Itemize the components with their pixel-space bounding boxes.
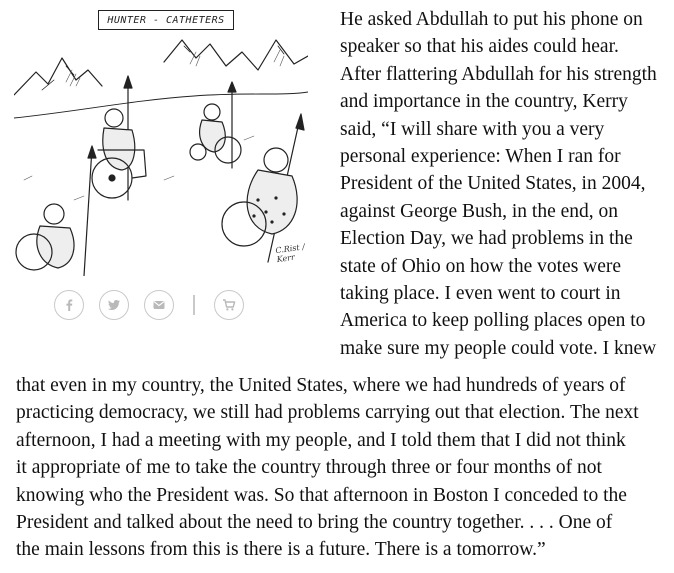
- text-line: Election Day, we had problems in the: [340, 228, 633, 250]
- share-divider: [193, 295, 195, 315]
- twitter-icon: [107, 298, 121, 312]
- text-line: He asked Abdullah to put his phone on: [340, 9, 643, 30]
- text-line: the main lessons from this is there is a future. There is a tomorrow.”: [16, 539, 546, 561]
- text-line: speaker so that his aides could hear.: [340, 36, 619, 58]
- text-line: President of the United States, in 2004,: [340, 173, 646, 195]
- buy-cartoon-button[interactable]: [214, 290, 244, 320]
- text-line: taking place. I even went to court in: [340, 283, 621, 305]
- text-line: against George Bush, in the end, on: [340, 200, 619, 222]
- text-line: After flattering Abdullah for his strength: [340, 63, 657, 85]
- cartoon-caption: HUNTER - CATHETERS: [98, 10, 234, 30]
- twitter-share-button[interactable]: [99, 290, 129, 320]
- facebook-share-button[interactable]: [54, 290, 84, 320]
- text-line: said, “I will share with you a very: [340, 118, 605, 140]
- cartoon: [14, 0, 308, 276]
- text-line: and importance in the country, Kerry: [340, 91, 628, 113]
- text-line: practicing democracy, we still had problems carrying out that election. The next: [16, 402, 639, 424]
- email-share-button[interactable]: [144, 290, 174, 320]
- text-line: that even in my country, the United States, where we had hundreds of years of: [16, 375, 626, 396]
- article-paragraph-full: [16, 372, 639, 564]
- cartoonist-signature: C.Rist / Kerr: [274, 242, 306, 265]
- article-paragraph-wrapped: [340, 6, 657, 362]
- cartoon-illustration: [14, 0, 308, 276]
- text-line: it appropriate of me to take the country through three or four months of not: [16, 457, 602, 479]
- facebook-icon: [62, 298, 76, 312]
- cart-icon: [222, 298, 236, 312]
- text-line: state of Ohio on how the votes were: [340, 255, 622, 277]
- share-toolbar: [54, 289, 259, 321]
- text-line: afternoon, I had a meeting with my people, and I told them that I did not think: [16, 429, 626, 451]
- email-icon: [152, 298, 166, 312]
- text-line: make sure my people could vote. I knew: [340, 337, 657, 359]
- text-line: personal experience: When I ran for: [340, 146, 621, 168]
- text-line: knowing who the President was. So that afternoon in Boston I conceded to the: [16, 484, 627, 506]
- text-line: America to keep polling places open to: [340, 310, 646, 332]
- text-line: President and talked about the need to bring the country together. . . . One of: [16, 512, 613, 534]
